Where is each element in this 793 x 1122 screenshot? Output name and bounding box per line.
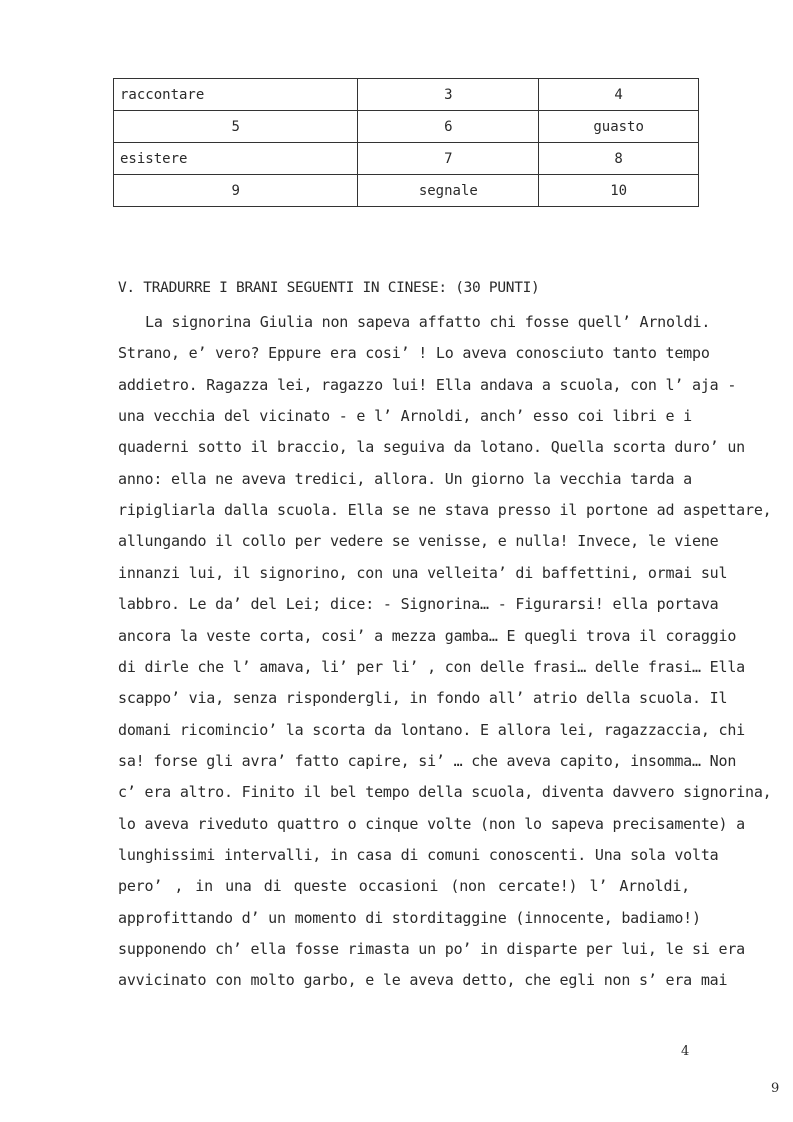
passage-line: supponendo ch’ ella fosse rimasta un po’ in disparte per lui, le si era xyxy=(118,940,745,958)
passage-line: ancora la veste corta, cosi’ a mezza gamba… E quegli trova il coraggio xyxy=(118,626,737,645)
passage-line: pero’ , in una di queste occasioni (non cercate!) l’ Arnoldi, xyxy=(118,877,690,896)
page-number: 4 xyxy=(681,1044,690,1059)
table-row xyxy=(114,111,699,143)
table-cell: 3 xyxy=(358,79,539,111)
passage-line: domani ricomincio’ la scorta da lontano. E allora lei, ragazzaccia, chi xyxy=(118,720,745,739)
table-cell: 8 xyxy=(539,143,699,175)
table-cell: 6 xyxy=(358,111,539,143)
table-row xyxy=(114,175,699,207)
table-cell: 10 xyxy=(539,175,699,207)
table-cell: 4 xyxy=(539,79,699,111)
table-cell: 5 xyxy=(114,111,358,143)
table-cell: raccontare xyxy=(114,79,358,111)
vocabulary-table xyxy=(113,78,699,207)
table-row xyxy=(114,79,699,111)
table-cell: esistere xyxy=(114,143,358,175)
passage-line: labbro. Le da’ del Lei; dice: - Signorina… - Figurarsi! ella portava xyxy=(118,595,719,614)
table-row xyxy=(114,143,699,175)
passage-line: addietro. Ragazza lei, ragazzo lui! Ella andava a scuola, con l’ aja - xyxy=(118,375,737,394)
passage-line: una vecchia del vicinato - e l’ Arnoldi, anch’ esso coi libri e i xyxy=(118,407,692,426)
passage-line: c’ era altro. Finito il bel tempo della scuola, diventa davvero signorina, xyxy=(118,783,772,802)
passage-line: scappo’ via, senza rispondergli, in fondo all’ atrio della scuola. Il xyxy=(118,689,728,708)
table-cell: 9 xyxy=(114,175,358,207)
table-cell: 7 xyxy=(358,143,539,175)
table-cell: guasto xyxy=(539,111,699,143)
table-cell: segnale xyxy=(358,175,539,207)
passage-line: Strano, e’ vero? Eppure era cosi’ ! Lo aveva conosciuto tanto tempo xyxy=(118,344,710,363)
passage-line: innanzi lui, il signorino, con una velleita’ di baffettini, ormai sul xyxy=(118,563,728,582)
passage-line: allungando il collo per vedere se venisse, e nulla! Invece, le viene xyxy=(118,532,719,551)
section-heading: V. TRADURRE I BRANI SEGUENTI IN CINESE: (30 PUNTI) xyxy=(118,280,540,296)
passage-line: lunghissimi intervalli, in casa di comuni conoscenti. Una sola volta xyxy=(118,845,719,864)
passage-line: avvicinato con molto garbo, e le aveva detto, che egli non s’ era mai xyxy=(118,971,728,990)
passage-line: approfittando d’ un momento di storditaggine (innocente, badiamo!) xyxy=(118,908,701,927)
passage-line: di dirle che l’ amava, li’ per li’ , con delle frasi… delle frasi… Ella xyxy=(118,657,745,676)
passage-line: lo aveva riveduto quattro o cinque volte (non lo sapeva precisamente) a xyxy=(118,814,745,833)
passage-line: ripigliarla dalla scuola. Ella se ne stava presso il portone ad aspettare, xyxy=(118,501,772,520)
sheet-number: 9 xyxy=(771,1081,780,1096)
passage-line: anno: ella ne aveva tredici, allora. Un giorno la vecchia tarda a xyxy=(118,469,692,488)
passage-line: La signorina Giulia non sapeva affatto chi fosse quell’ Arnoldi. xyxy=(145,313,711,331)
passage-line: sa! forse gli avra’ fatto capire, si’ … che aveva capito, insomma… Non xyxy=(118,751,737,770)
passage-line: quaderni sotto il braccio, la seguiva da lotano. Quella scorta duro’ un xyxy=(118,438,745,457)
